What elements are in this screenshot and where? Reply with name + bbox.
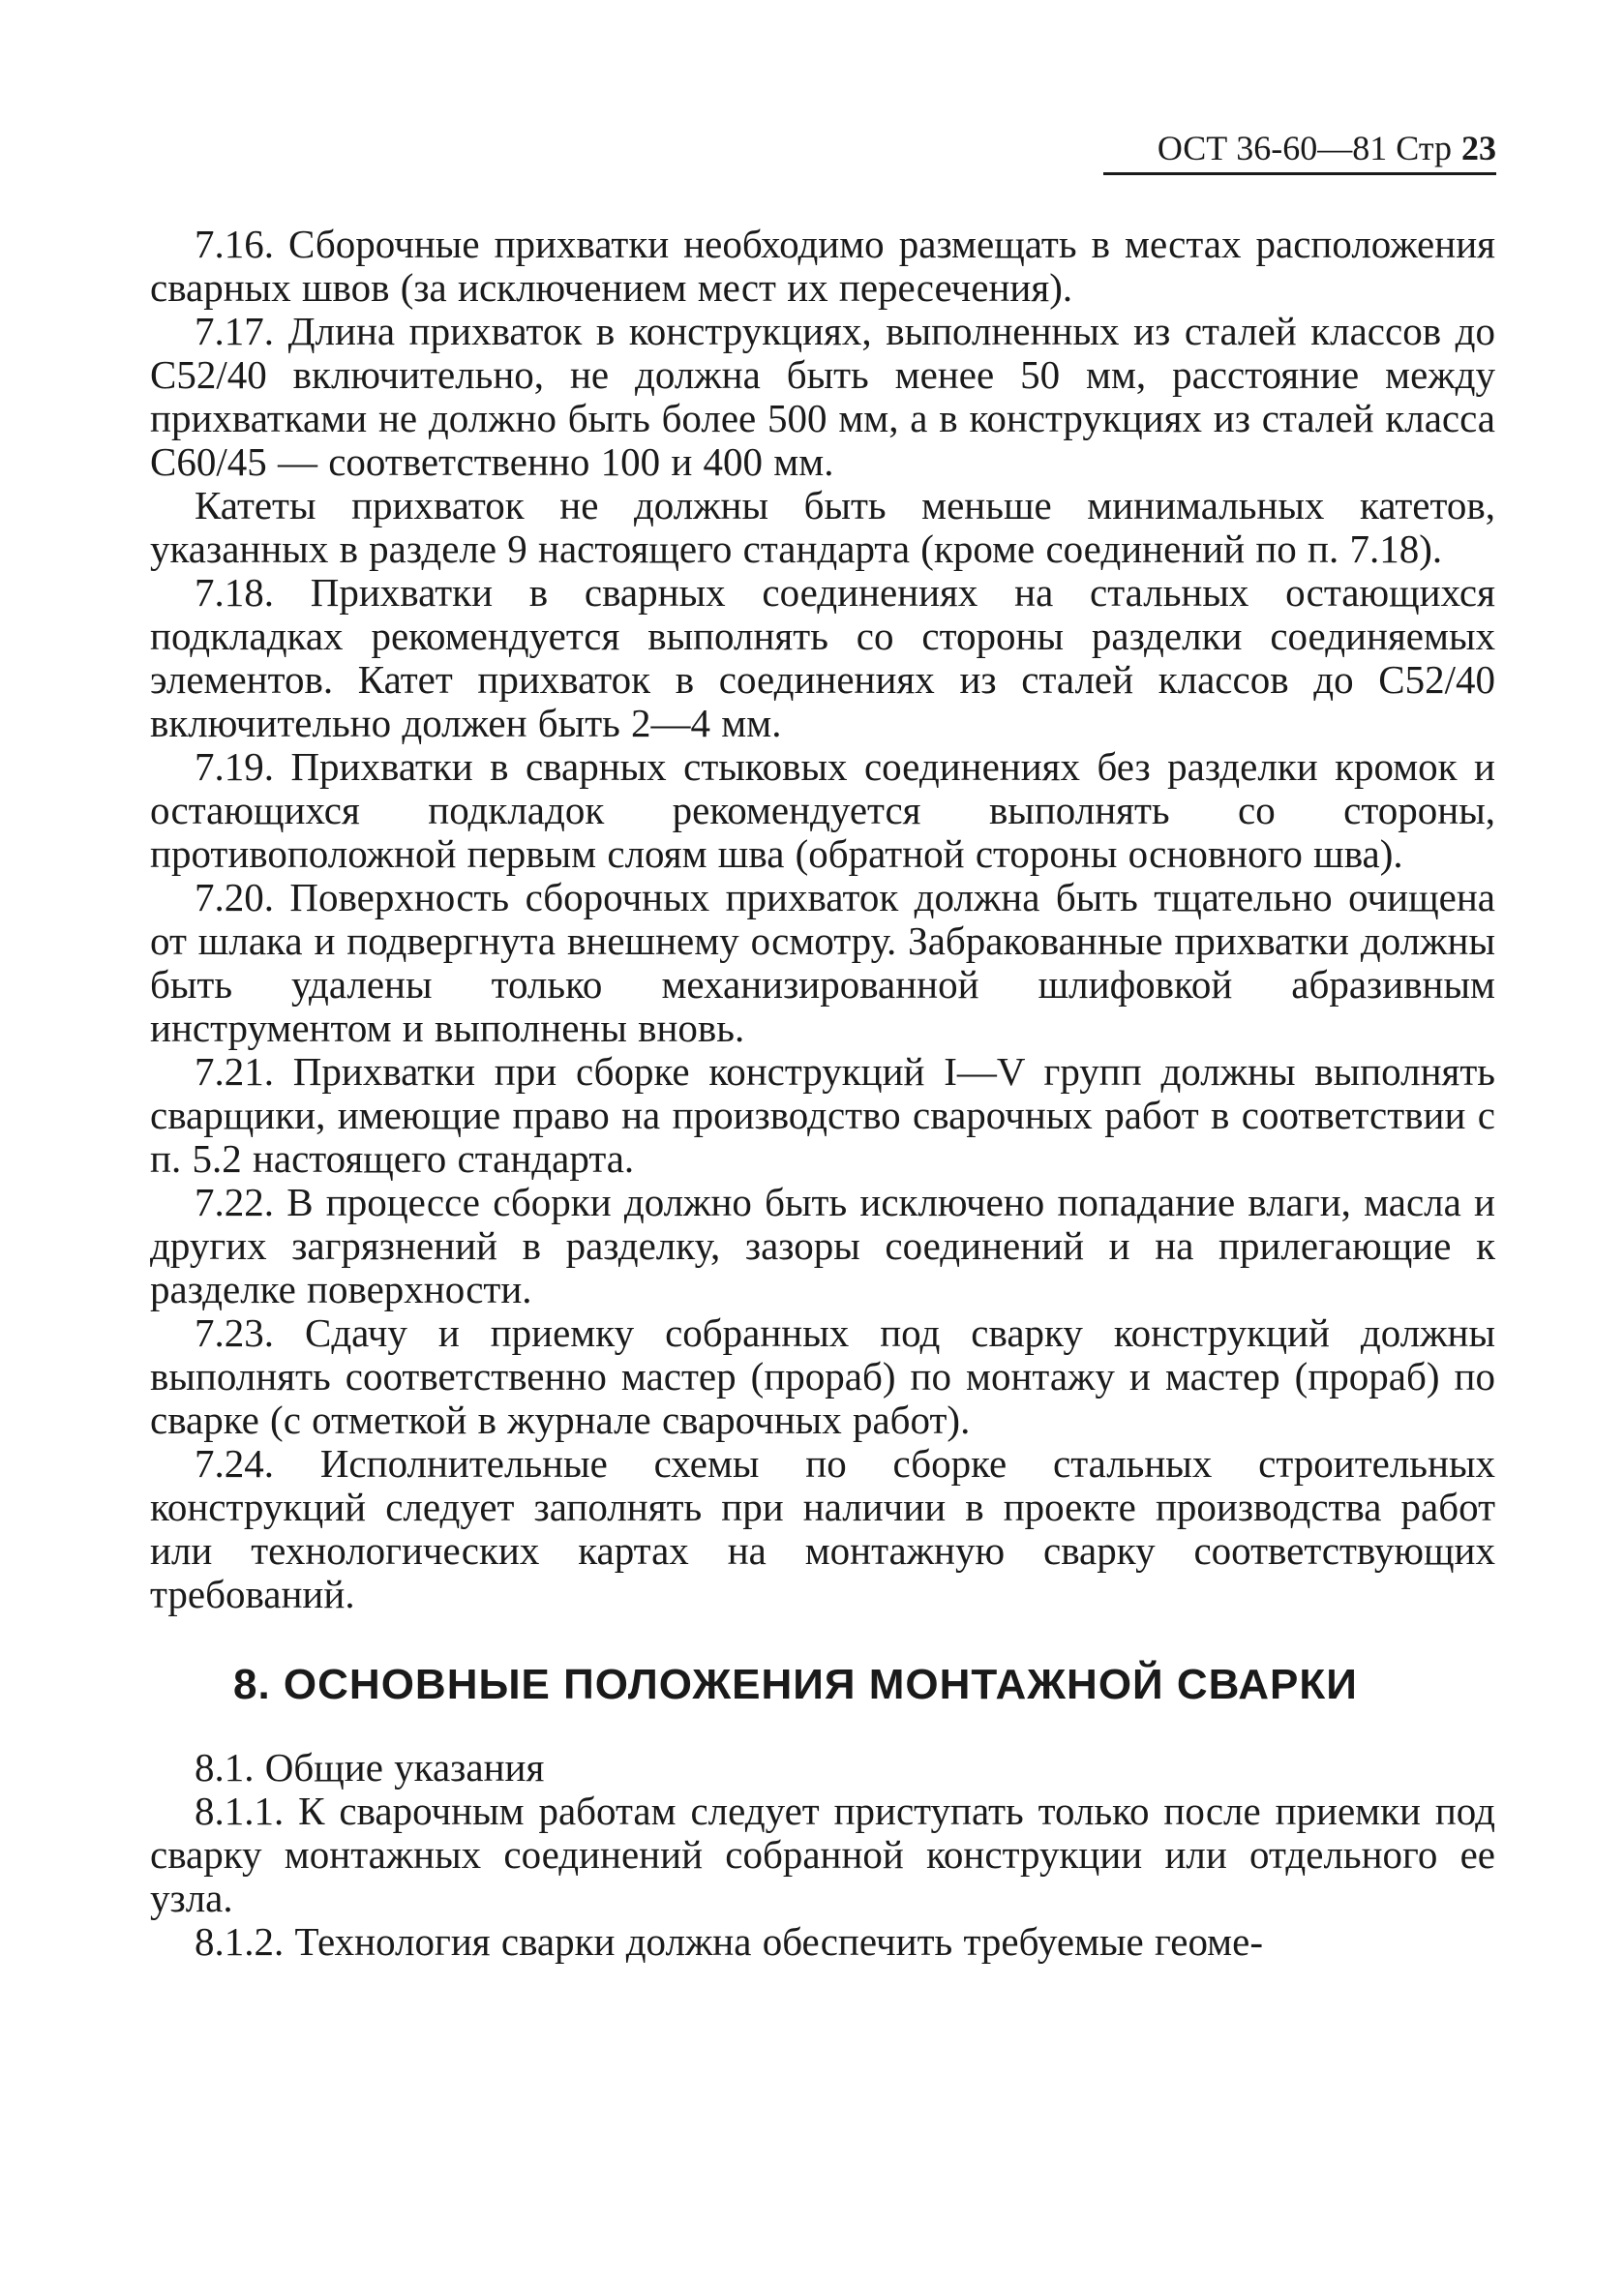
- paragraph-7-24: 7.24. Исполнительные схемы по сборке стальных строительных конструкций следует заполнять при наличии в проекте производства работ или технологических картах на монтажную сварку соответствующих требований.: [150, 1441, 1495, 1616]
- section-heading: 8. ОСНОВНЫЕ ПОЛОЖЕНИЯ МОНТАЖНОЙ СВАРКИ: [233, 1661, 1358, 1708]
- paragraph-7-22: 7.22. В процессе сборки должно быть исключено попадание влаги, масла и других загрязнений в разделку, зазоры соединений и на прилегающие к разделке поверхности.: [150, 1180, 1495, 1311]
- paragraph-7-21: 7.21. Прихватки при сборке конструкций I—V групп должны выполнять сварщики, имеющие право на производство сварочных работ в соответствии с п. 5.2 настоящего стандарта.: [150, 1049, 1495, 1181]
- paragraph-7-19: 7.19. Прихватки в сварных стыковых соединениях без разделки кромок и остающихся подкладок рекомендуется выполнять со стороны, противоположной первым слоям шва (обратной стороны основного шва).: [150, 744, 1495, 876]
- paragraph-7-23: 7.23. Сдачу и приемку собранных под сварку конструкций должны выполнять соответственно мастер (прораб) по монтажу и мастер (прораб) по сварке (с отметкой в журнале сварочных работ).: [150, 1310, 1495, 1442]
- page-number: 23: [1461, 129, 1496, 167]
- paragraph-8-1-2: 8.1.2. Технология сварки должна обеспечить требуемые геоме-: [195, 1919, 1263, 1964]
- subsection-8-1-title: 8.1. Общие указания: [195, 1745, 545, 1790]
- page-header: [1103, 124, 1496, 175]
- paragraph-7-16: 7.16. Сборочные прихватки необходимо размещать в местах расположения сварных швов (за исключением мест их пересечения).: [150, 222, 1495, 310]
- paragraph-8-1-1: 8.1.1. К сварочным работам следует приступать только после приемки под сварку монтажных соединений собранной конструкции или отдельного ее узла.: [150, 1789, 1495, 1920]
- document-body: [150, 223, 1495, 1964]
- document-code: ОСТ 36-60—81 Стр: [1157, 129, 1452, 167]
- paragraph-weld-legs: Катеты прихваток не должны быть меньше минимальных катетов, указанных в разделе 9 настоящего стандарта (кроме соединений по п. 7.18).: [150, 483, 1495, 571]
- paragraph-7-20: 7.20. Поверхность сборочных прихваток должна быть тщательно очищена от шлака и подвергнута внешнему осмотру. Забракованные прихватки должны быть удалены только механизированной шлифовкой абразивным инструментом и выполнены вновь.: [150, 875, 1495, 1050]
- paragraph-7-17: 7.17. Длина прихваток в конструкциях, выполненных из сталей классов до С52/40 включительно, не должна быть менее 50 мм, расстояние между прихватками не должно быть более 500 мм, а в конструкциях из сталей класса С60/45 — соответственно 100 и 400 мм.: [150, 309, 1495, 484]
- paragraph-7-18: 7.18. Прихватки в сварных соединениях на стальных остающихся подкладках рекомендуется выполнять со стороны разделки соединяемых элементов. Катет прихваток в соединениях из сталей классов до С52/40 включительно должен быть 2—4 мм.: [150, 570, 1495, 745]
